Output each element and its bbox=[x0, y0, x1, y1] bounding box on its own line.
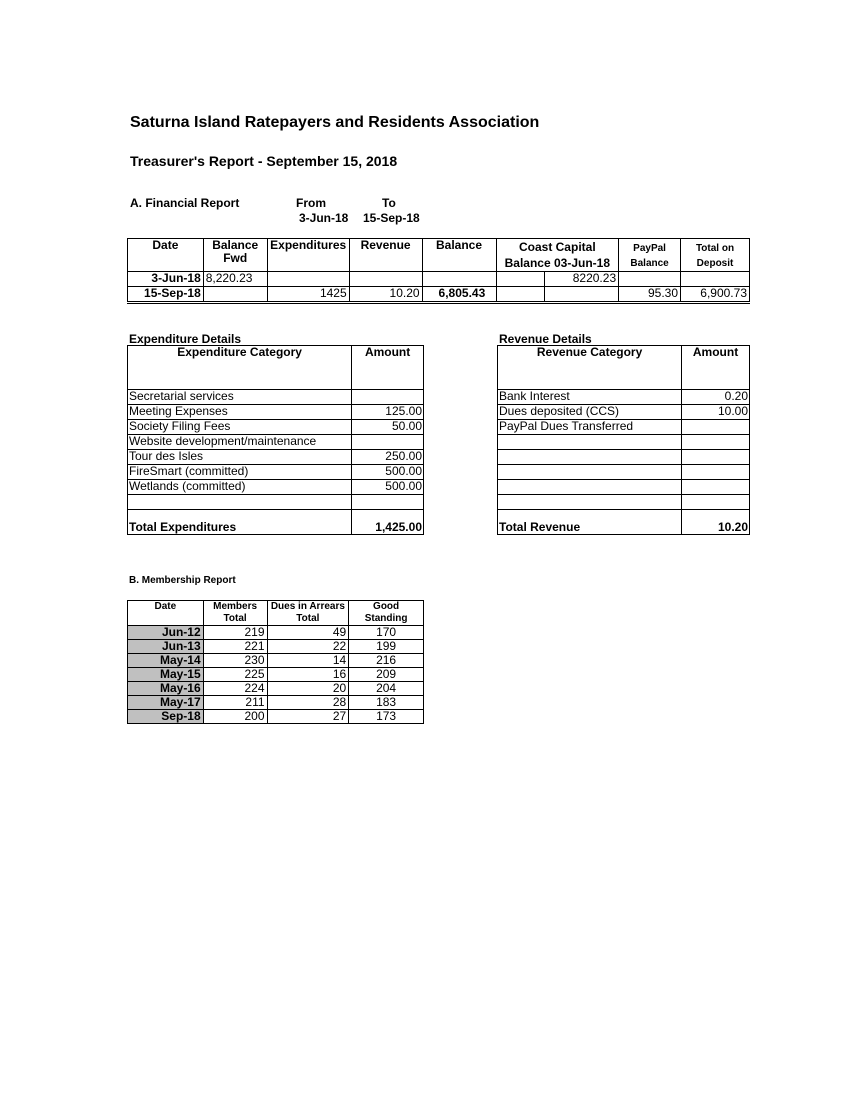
expenditure-category: Wetlands (committed) bbox=[128, 480, 352, 495]
header-coast-capital: Coast Capital Balance 03-Jun-18 bbox=[496, 239, 619, 272]
from-label: From bbox=[296, 196, 326, 210]
membership-date: May-15 bbox=[128, 668, 204, 682]
cell-coast-capital-a bbox=[496, 287, 545, 303]
cell-date: 3-Jun-18 bbox=[128, 272, 204, 287]
cell-expenditures: 1425 bbox=[267, 287, 349, 303]
expenditure-amount: 125.00 bbox=[352, 405, 424, 420]
membership-date: May-17 bbox=[128, 696, 204, 710]
report-subtitle: Treasurer's Report - September 15, 2018 bbox=[130, 153, 398, 169]
to-label: To bbox=[382, 196, 396, 210]
revenue-category bbox=[498, 435, 682, 450]
financial-table bbox=[127, 238, 750, 304]
cell-revenue bbox=[349, 272, 422, 287]
cell-balance-fwd: 8,220.23 bbox=[203, 272, 267, 287]
members-total: 230 bbox=[203, 654, 267, 668]
table-row bbox=[498, 435, 750, 450]
expenditure-category-header: Expenditure Category bbox=[128, 346, 352, 390]
cell-balance-fwd bbox=[203, 287, 267, 303]
membership-date: Jun-13 bbox=[128, 640, 204, 654]
table-row bbox=[128, 654, 424, 668]
revenue-amount bbox=[682, 435, 750, 450]
membership-date: May-14 bbox=[128, 654, 204, 668]
empty-cell bbox=[352, 495, 424, 510]
good-standing: 209 bbox=[349, 668, 424, 682]
table-row bbox=[128, 405, 424, 420]
header-total-deposit: Total on Deposit bbox=[681, 239, 750, 272]
revenue-amount bbox=[682, 450, 750, 465]
membership-header-row bbox=[128, 601, 424, 626]
members-total: 225 bbox=[203, 668, 267, 682]
table-row bbox=[128, 465, 424, 480]
expenditure-total-row bbox=[128, 510, 424, 535]
header-date: Date bbox=[128, 239, 204, 272]
revenue-category bbox=[498, 465, 682, 480]
dues-arrears: 28 bbox=[267, 696, 349, 710]
table-row bbox=[128, 696, 424, 710]
revenue-category bbox=[498, 450, 682, 465]
good-standing: 199 bbox=[349, 640, 424, 654]
table-row bbox=[498, 450, 750, 465]
header-expenditures: Expenditures bbox=[267, 239, 349, 272]
to-date: 15-Sep-18 bbox=[363, 211, 420, 225]
revenue-category-header: Revenue Category bbox=[498, 346, 682, 390]
good-standing: 216 bbox=[349, 654, 424, 668]
table-row bbox=[498, 480, 750, 495]
revenue-amount-header: Amount bbox=[682, 346, 750, 390]
expenditure-amount-header: Amount bbox=[352, 346, 424, 390]
table-row bbox=[128, 682, 424, 696]
revenue-total-row bbox=[498, 510, 750, 535]
expenditure-header-row bbox=[128, 346, 424, 390]
good-standing: 173 bbox=[349, 710, 424, 724]
expenditure-amount: 500.00 bbox=[352, 465, 424, 480]
expenditure-amount: 50.00 bbox=[352, 420, 424, 435]
revenue-total-value: 10.20 bbox=[682, 510, 750, 535]
header-revenue: Revenue bbox=[349, 239, 422, 272]
table-row bbox=[498, 465, 750, 480]
expenditure-total-value: 1,425.00 bbox=[352, 510, 424, 535]
table-row bbox=[128, 420, 424, 435]
expenditure-total-label: Total Expenditures bbox=[128, 510, 352, 535]
expenditure-category: Tour des Isles bbox=[128, 450, 352, 465]
cell-deposit: 6,900.73 bbox=[681, 287, 750, 303]
table-row bbox=[498, 420, 750, 435]
table-row bbox=[498, 495, 750, 510]
cell-coast-capital-b bbox=[545, 287, 619, 303]
header-members-total: Members Total bbox=[203, 601, 267, 626]
dues-arrears: 27 bbox=[267, 710, 349, 724]
membership-table bbox=[127, 600, 424, 724]
members-total: 200 bbox=[203, 710, 267, 724]
expenditure-amount bbox=[352, 435, 424, 450]
header-good-standing: Good Standing bbox=[349, 601, 424, 626]
cell-balance bbox=[422, 272, 496, 287]
dues-arrears: 22 bbox=[267, 640, 349, 654]
header-balance-fwd: Balance Fwd bbox=[203, 239, 267, 272]
dues-arrears: 16 bbox=[267, 668, 349, 682]
membership-date: Sep-18 bbox=[128, 710, 204, 724]
table-row bbox=[128, 450, 424, 465]
cell-expenditures bbox=[267, 272, 349, 287]
revenue-total-label: Total Revenue bbox=[498, 510, 682, 535]
cell-paypal: 95.30 bbox=[619, 287, 681, 303]
expenditure-category: FireSmart (committed) bbox=[128, 465, 352, 480]
cell-balance: 6,805.43 bbox=[422, 287, 496, 303]
revenue-category bbox=[498, 480, 682, 495]
revenue-category: PayPal Dues Transferred bbox=[498, 420, 682, 435]
financial-report-heading: A. Financial Report bbox=[130, 196, 240, 210]
good-standing: 183 bbox=[349, 696, 424, 710]
cell-coast-capital-a bbox=[496, 272, 545, 287]
revenue-header-row bbox=[498, 346, 750, 390]
expenditure-details-heading: Expenditure Details bbox=[129, 332, 242, 346]
expenditure-amount bbox=[352, 390, 424, 405]
revenue-amount: 0.20 bbox=[682, 390, 750, 405]
expenditure-amount: 250.00 bbox=[352, 450, 424, 465]
dues-arrears: 49 bbox=[267, 626, 349, 640]
cell-paypal bbox=[619, 272, 681, 287]
revenue-category: Dues deposited (CCS) bbox=[498, 405, 682, 420]
revenue-table bbox=[497, 345, 750, 535]
table-row bbox=[498, 405, 750, 420]
empty-cell bbox=[498, 495, 682, 510]
membership-date: May-16 bbox=[128, 682, 204, 696]
revenue-category: Bank Interest bbox=[498, 390, 682, 405]
revenue-amount bbox=[682, 420, 750, 435]
empty-cell bbox=[682, 495, 750, 510]
good-standing: 204 bbox=[349, 682, 424, 696]
expenditure-category: Secretarial services bbox=[128, 390, 352, 405]
table-row bbox=[128, 640, 424, 654]
financial-header-row bbox=[128, 239, 750, 272]
expenditure-category: Society Filing Fees bbox=[128, 420, 352, 435]
dues-arrears: 14 bbox=[267, 654, 349, 668]
table-row bbox=[128, 435, 424, 450]
table-row bbox=[128, 495, 424, 510]
members-total: 221 bbox=[203, 640, 267, 654]
revenue-amount bbox=[682, 465, 750, 480]
members-total: 211 bbox=[203, 696, 267, 710]
table-row bbox=[128, 668, 424, 682]
revenue-amount: 10.00 bbox=[682, 405, 750, 420]
membership-report-heading: B. Membership Report bbox=[129, 575, 236, 586]
membership-date: Jun-12 bbox=[128, 626, 204, 640]
expenditure-amount: 500.00 bbox=[352, 480, 424, 495]
document-title: Saturna Island Ratepayers and Residents Association bbox=[130, 114, 540, 131]
table-row bbox=[128, 480, 424, 495]
cell-coast-capital-b: 8220.23 bbox=[545, 272, 619, 287]
expenditure-category: Website development/maintenance bbox=[128, 435, 352, 450]
members-total: 224 bbox=[203, 682, 267, 696]
members-total: 219 bbox=[203, 626, 267, 640]
financial-row bbox=[128, 287, 750, 303]
table-row bbox=[128, 626, 424, 640]
from-date: 3-Jun-18 bbox=[299, 211, 349, 225]
expenditure-table bbox=[127, 345, 424, 535]
expenditure-category: Meeting Expenses bbox=[128, 405, 352, 420]
financial-row bbox=[128, 272, 750, 287]
header-balance: Balance bbox=[422, 239, 496, 272]
cell-deposit bbox=[681, 272, 750, 287]
dues-arrears: 20 bbox=[267, 682, 349, 696]
header-paypal: PayPal Balance bbox=[619, 239, 681, 272]
table-row bbox=[128, 710, 424, 724]
cell-date: 15-Sep-18 bbox=[128, 287, 204, 303]
header-date: Date bbox=[128, 601, 204, 626]
table-row bbox=[498, 390, 750, 405]
good-standing: 170 bbox=[349, 626, 424, 640]
revenue-amount bbox=[682, 480, 750, 495]
table-row bbox=[128, 390, 424, 405]
empty-cell bbox=[128, 495, 352, 510]
cell-revenue: 10.20 bbox=[349, 287, 422, 303]
header-dues-arrears: Dues in Arrears Total bbox=[267, 601, 349, 626]
revenue-details-heading: Revenue Details bbox=[499, 332, 592, 346]
